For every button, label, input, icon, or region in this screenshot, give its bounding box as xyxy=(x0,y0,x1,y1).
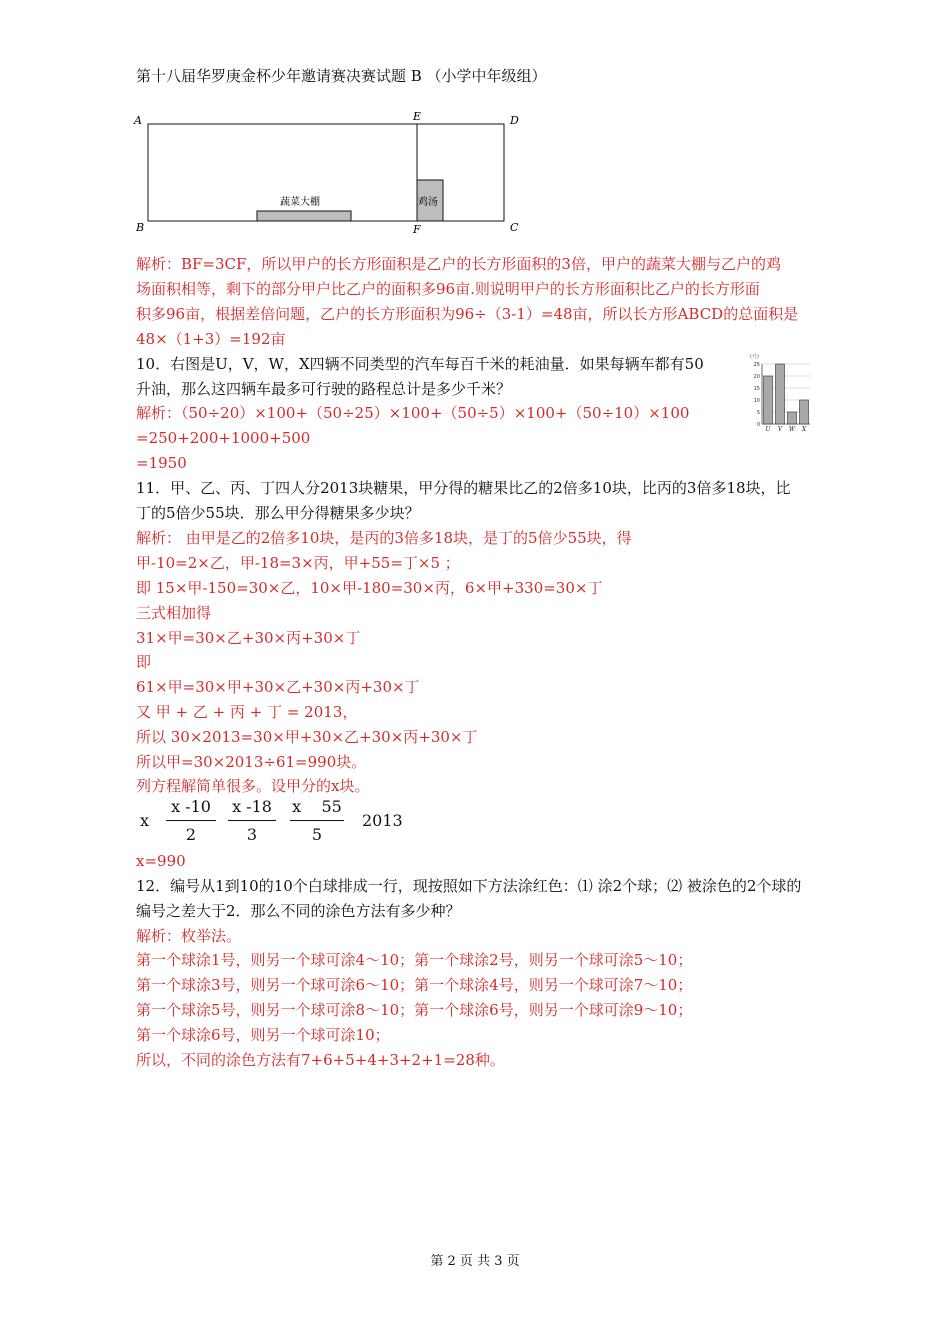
q11-analysis-line-2: 甲-10=2×乙，甲-18=3×丙，甲+55=丁×5 ； xyxy=(136,554,460,572)
bar-v xyxy=(776,364,785,424)
q11-analysis-line-11: 列方程解简单很多。设甲分的x块。 xyxy=(136,777,370,795)
q12-analysis-line-2: 第一个球涂1号，则另一个球可涂4～10；第一个球涂2号，则另一个球可涂5～10； xyxy=(136,951,693,969)
y-axis-label: (升) xyxy=(750,354,759,360)
bar-w xyxy=(788,412,797,424)
chicken-farm-label: 鸡汤 xyxy=(418,197,438,208)
corner-b-label: B xyxy=(136,221,145,234)
q9-analysis-line-4: 48×（1+3）=192亩 xyxy=(136,330,286,348)
q11-analysis-line-3: 即 15×甲-150=30×乙，10×甲-180=30×丙，6×甲+330=30×丁 xyxy=(136,579,603,597)
q11-analysis-line-10: 所以甲=30×2013÷61=990块。 xyxy=(136,753,367,771)
q11-question-line-1: 11．甲、乙、丙、丁四人分2013块糖果，甲分得的糖果比乙的2倍多10块，比丙的3倍多18块，比 xyxy=(136,479,791,497)
q10-question-line-1: 10．右图是U，V，W，X四辆不同类型的汽车每百千米的耗油量．如果每辆车都有50 xyxy=(136,355,704,373)
fraction-3-denominator: 5 xyxy=(311,825,323,844)
fuel-consumption-chart xyxy=(744,350,816,436)
q9-analysis-line-3: 积多96亩，根据差倍问题，乙户的长方形面积为96÷（3-1）=48亩，所以长方形ABCD的总面积是 xyxy=(136,305,799,323)
y-tick-label-0: 0 xyxy=(756,422,760,428)
q9-analysis-line-2: 场面积相等，剩下的部分甲户比乙户的面积多96亩.则说明甲户的长方形面积比乙户的长方形面 xyxy=(136,280,760,298)
q9-analysis-line-1: 解析：BF=3CF，所以甲户的长方形面积是乙户的长方形面积的3倍，甲户的蔬菜大棚与乙户的鸡 xyxy=(136,255,781,273)
equation-lead: x xyxy=(140,811,150,830)
fraction-3-numerator: x 55 xyxy=(290,797,344,821)
bar-u xyxy=(764,376,773,424)
fraction-1-numerator: x -10 xyxy=(166,797,216,821)
x-tick-label-v: V xyxy=(777,426,783,433)
corner-c-label: C xyxy=(510,221,519,234)
q12-analysis-line-1: 解析：枚举法。 xyxy=(136,927,242,945)
y-tick-label-5: 5 xyxy=(756,410,760,416)
document-title: 第十八届华罗庚金杯少年邀请赛决赛试题 B （小学中年级组） xyxy=(136,67,547,85)
q10-analysis-line-1: 解析：（50÷20）×100+（50÷25）×100+（50÷5）×100+（50÷10）×100 xyxy=(136,404,690,422)
q11-analysis-line-1: 解析： 由甲是乙的2倍多10块，是丙的3倍多18块，是丁的5倍少55块，得 xyxy=(136,529,632,547)
q10-question-line-2: 升油，那么这四辆车最多可行驶的路程总计是多少千米？ xyxy=(136,380,512,398)
equation-fraction-1 xyxy=(166,797,216,844)
equation-fraction-2 xyxy=(228,797,276,844)
q12-question-line-1: 12．编号从1到10的10个白球排成一行，现按照如下方法涂红色：⑴ 涂2个球；⑵ 被涂色的2个球的 xyxy=(136,877,802,895)
q12-question-line-2: 编号之差大于2．那么不同的涂色方法有多少种？ xyxy=(136,902,461,920)
q11-analysis-line-8: 又 甲 + 乙 + 丙 + 丁 = 2013， xyxy=(136,703,358,721)
equation-total: 2013 xyxy=(362,811,403,830)
fraction-1-denominator: 2 xyxy=(185,825,197,844)
y-tick-label-25: 25 xyxy=(753,362,760,368)
x-tick-label-x: X xyxy=(801,426,807,433)
q11-result: x=990 xyxy=(136,852,186,870)
q11-analysis-line-9: 所以 30×2013=30×甲+30×乙+30×丙+30×丁 xyxy=(136,728,478,746)
q11-analysis-line-6: 即 xyxy=(136,653,152,671)
greenhouse-label: 蔬菜大棚 xyxy=(280,197,320,208)
fraction-2-numerator: x -18 xyxy=(228,797,276,821)
q12-analysis-line-6: 所以，不同的涂色方法有7+6+5+4+3+2+1=28种。 xyxy=(136,1051,505,1069)
bar-x xyxy=(800,400,809,424)
corner-e-label: E xyxy=(413,110,422,123)
x-tick-label-u: U xyxy=(765,426,771,433)
q10-analysis-line-3: =1950 xyxy=(136,454,187,472)
q12-analysis-line-4: 第一个球涂5号，则另一个球可涂8～10；第一个球涂6号，则另一个球可涂9～10； xyxy=(136,1001,693,1019)
corner-a-label: A xyxy=(134,114,142,127)
q10-analysis-line-2: =250+200+1000+500 xyxy=(136,429,311,447)
corner-d-label: D xyxy=(510,114,519,127)
x-tick-label-w: W xyxy=(788,426,796,433)
equation-fraction-3 xyxy=(290,797,344,844)
fraction-2-denominator: 3 xyxy=(246,825,258,844)
rectangle-figure xyxy=(130,106,530,236)
y-tick-label-15: 15 xyxy=(753,386,760,392)
q12-analysis-line-3: 第一个球涂3号，则另一个球可涂6～10；第一个球涂4号，则另一个球可涂7～10； xyxy=(136,976,693,994)
q11-analysis-line-7: 61×甲=30×甲+30×乙+30×丙+30×丁 xyxy=(136,678,420,696)
corner-f-label: F xyxy=(413,223,421,236)
page-number: 第 2 页 共 3 页 xyxy=(430,1254,520,1269)
y-tick-label-20: 20 xyxy=(753,374,760,380)
q11-analysis-line-5: 31×甲=30×乙+30×丙+30×丁 xyxy=(136,629,361,647)
q11-analysis-line-4: 三式相加得 xyxy=(136,604,212,622)
q11-question-line-2: 丁的5倍少55块．那么甲分得糖果多少块？ xyxy=(136,504,420,522)
greenhouse-rect xyxy=(257,211,351,221)
y-tick-label-10: 10 xyxy=(753,398,760,404)
q12-analysis-line-5: 第一个球涂6号，则另一个球可涂10； xyxy=(136,1026,390,1044)
